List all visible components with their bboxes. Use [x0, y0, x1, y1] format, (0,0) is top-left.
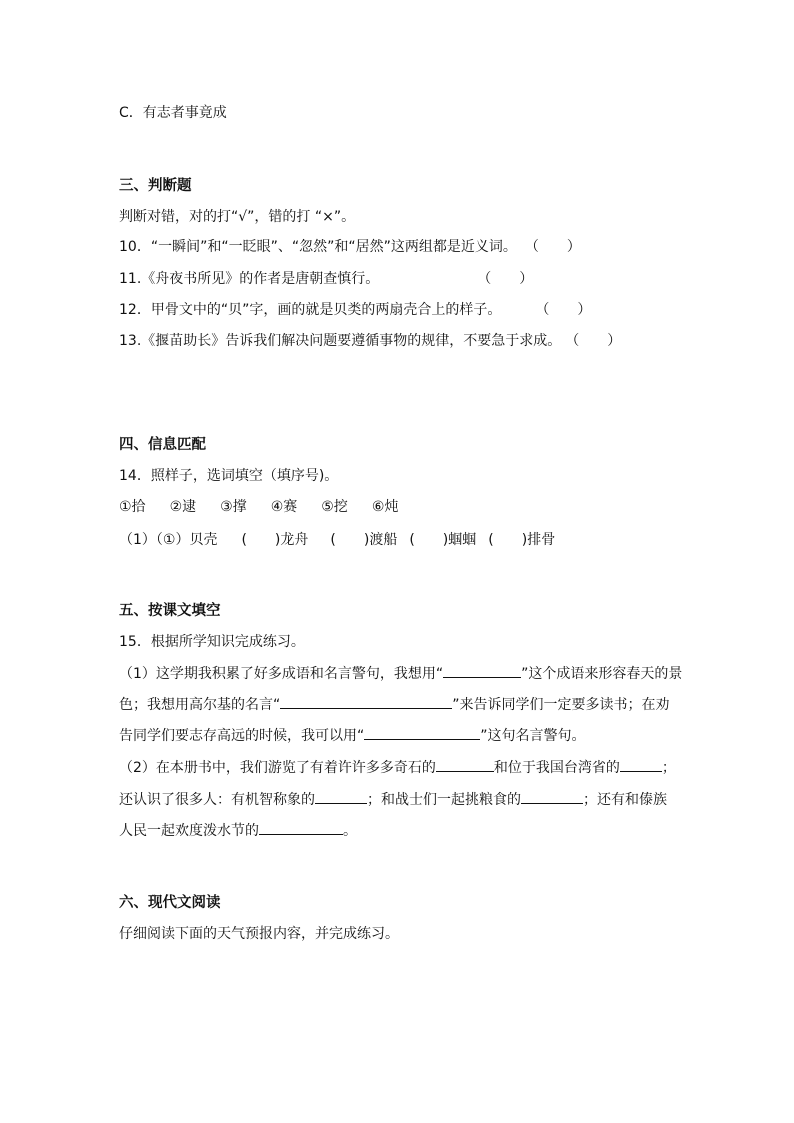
fill-blank[interactable]: ( )蝈蝈: [409, 532, 477, 548]
judge-item-12: [119, 300, 591, 320]
judge-item-text: 13.《揠苗助长》告诉我们解决问题要遵循事物的规律，不要急于求成。: [119, 333, 562, 349]
word-options: [119, 497, 398, 517]
text-span: （2）在本册书中，我们游览了有着许许多多奇石的: [119, 760, 436, 776]
judge-item-text: 10．“一瞬间”和“一眨眼”、“忽然”和“居然”这两组都是近义词。: [119, 239, 517, 255]
q15-p1-line1: [119, 663, 682, 684]
text-span: 还认识了很多人：有机智称象的: [119, 792, 315, 808]
answer-blank[interactable]: [315, 789, 367, 804]
judge-item-11: [119, 269, 533, 289]
text-span: ”这句名言警句。: [480, 728, 586, 744]
text-span: ；和战士们一起挑粮食的: [367, 792, 521, 808]
section6-instruction: 仔细阅读下面的天气预报内容，并完成练习。: [119, 926, 399, 942]
answer-paren[interactable]: （ ）: [477, 271, 534, 287]
text-span: ”这个成语来形容春天的景: [521, 666, 683, 682]
text-span: 。: [343, 823, 357, 839]
judge-item-13: [119, 331, 621, 351]
text-span: （1）这学期我积累了好多成语和名言警句，我想用“: [119, 666, 444, 682]
text-span: ；还有和傣族: [583, 792, 667, 808]
q15-p1-line3: [119, 725, 586, 746]
text-span: 色；我想用高尔基的名言“: [119, 697, 281, 713]
word-option: ③撑: [220, 499, 247, 515]
judge-item-text: 11.《舟夜书所见》的作者是唐朝查慎行。: [119, 271, 380, 287]
text-span: ；: [661, 760, 676, 776]
q15-p1-line2: [119, 694, 670, 715]
word-option: ④赛: [270, 499, 298, 515]
word-option: ⑥炖: [371, 499, 399, 515]
section3-instruction: 判断对错，对的打“√”，错的打 “×”。: [119, 209, 356, 225]
section4-heading: 四、信息匹配: [119, 437, 206, 453]
text-span: ”来告诉同学们一定要多读书；在劝: [452, 697, 670, 713]
answer-blank[interactable]: [280, 694, 452, 709]
judge-item-text: 12．甲骨文中的“贝”字，画的就是贝类的两扇壳合上的样子。: [119, 302, 502, 318]
section6-heading: 六、现代文阅读: [119, 895, 221, 911]
fill-blank[interactable]: ( )龙舟: [241, 532, 309, 548]
answer-blank[interactable]: [521, 789, 583, 804]
option-c: C．有志者事竟成: [119, 105, 227, 121]
text-span: 告同学们要志存高远的时候，我可以用“: [119, 728, 365, 744]
judge-item-10: [119, 237, 581, 257]
answer-blank[interactable]: [364, 725, 480, 740]
answer-blank[interactable]: [436, 757, 494, 772]
question-15: 15．根据所学知识完成练习。: [119, 634, 305, 650]
fill-row-1: [119, 530, 555, 550]
q15-p2-line1: [119, 757, 676, 778]
text-span: 人民一起欢度泼水节的: [119, 823, 259, 839]
answer-paren[interactable]: （ ）: [535, 302, 592, 318]
word-option: ②逮: [169, 499, 197, 515]
word-option: ⑤挖: [321, 499, 348, 515]
section5-heading: 五、按课文填空: [119, 603, 221, 619]
word-option: ①拾: [119, 499, 146, 515]
answer-paren[interactable]: （ ）: [524, 239, 581, 255]
q15-p2-line2: [119, 789, 667, 810]
q15-p2-line3: [119, 820, 357, 841]
section3-heading: 三、判断题: [119, 178, 192, 194]
answer-blank[interactable]: [620, 757, 662, 772]
text-span: 和位于我国台湾省的: [493, 760, 620, 776]
question-14: 14．照样子，选词填空（填序号)。: [119, 468, 339, 484]
fill-example: （1）（①）贝壳: [119, 532, 218, 548]
answer-blank[interactable]: [443, 663, 521, 678]
fill-blank[interactable]: ( )渡船: [330, 532, 398, 548]
answer-blank[interactable]: [259, 820, 343, 835]
fill-blank[interactable]: ( )排骨: [488, 532, 556, 548]
answer-paren[interactable]: （ ）: [565, 333, 622, 349]
